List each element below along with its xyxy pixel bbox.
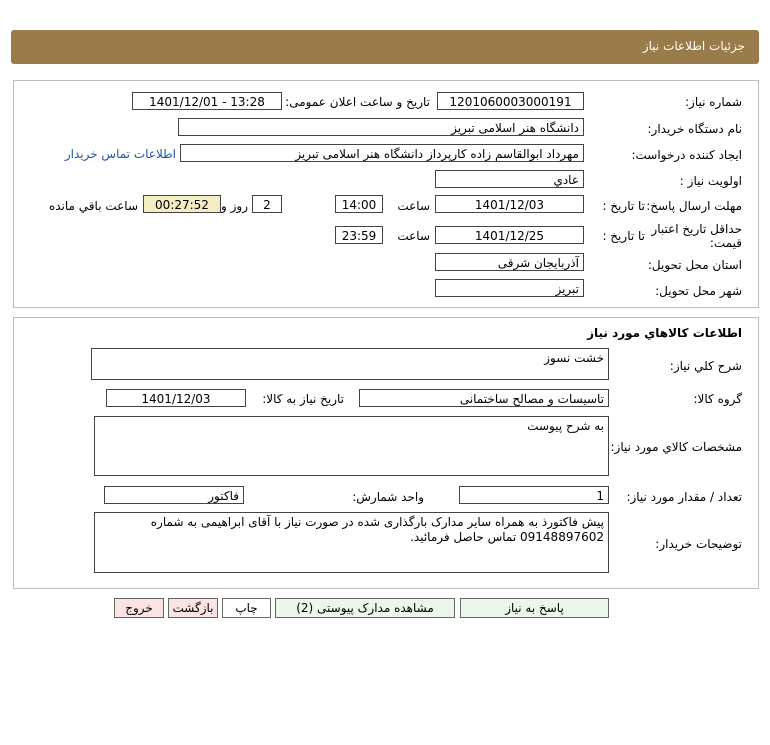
buyer-org-label: نام دستگاه خریدار: xyxy=(647,122,742,136)
need-date-label: تاریخ نیاز به کالا: xyxy=(262,392,344,406)
deadline-to-date-label: تا تاریخ : xyxy=(602,199,645,213)
specs-field: به شرح پیوست xyxy=(94,416,609,476)
validity-to-date-label: تا تاریخ : xyxy=(602,229,645,243)
need-number-field: 1201060003000191 xyxy=(437,92,584,110)
priority-label: اولویت نیاز : xyxy=(679,174,742,188)
buyer-contact-link[interactable]: اطلاعات تماس خریدار xyxy=(64,147,176,161)
deadline-date-field: 1401/12/03 xyxy=(435,195,584,213)
page-title: جزئیات اطلاعات نیاز xyxy=(642,39,745,53)
back-button[interactable]: بازگشت xyxy=(168,598,218,618)
province-field: آذربایجان شرقی xyxy=(435,253,584,271)
buyer-notes-field: پیش فاکتورذ به همراه سایر مدارک بارگذاری شده در صورت نیاز با آقای ابراهیمی به شماره 09148897602 تماس حاصل فرمائید. xyxy=(94,512,609,573)
reply-button[interactable]: پاسخ به نیاز xyxy=(460,598,609,618)
buyer-notes-label: توضیحات خریدار: xyxy=(655,537,742,551)
province-label: استان محل تحویل: xyxy=(647,258,742,272)
specs-label: مشخصات کالاي مورد نياز: xyxy=(610,440,742,454)
remaining-time-field: 00:27:52 xyxy=(143,195,221,213)
need-number-label: شماره نیاز: xyxy=(685,95,742,109)
city-field: تبریز xyxy=(435,279,584,297)
deadline-label: مهلت ارسال پاسخ: xyxy=(646,199,742,213)
goods-group-field: تاسیسات و مصالح ساختمانی xyxy=(359,389,609,407)
need-date-field: 1401/12/03 xyxy=(106,389,246,407)
announce-label: تاریخ و ساعت اعلان عمومی: xyxy=(285,95,430,109)
city-label: شهر محل تحویل: xyxy=(655,284,742,298)
quantity-label: تعداد / مقدار مورد نياز: xyxy=(626,490,742,504)
creator-field: مهرداد ابوالقاسم زاده کارپرداز دانشگاه هنر اسلامی تبریز xyxy=(180,144,584,162)
validity-label-line2: قیمت: xyxy=(709,236,742,250)
days-label: روز و xyxy=(221,199,248,213)
buyer-org-field: دانشگاه هنر اسلامی تبریز xyxy=(178,118,584,136)
deadline-time-label: ساعت xyxy=(397,199,430,213)
description-field: خشت نسوز xyxy=(91,348,609,380)
deadline-time-field: 14:00 xyxy=(335,195,383,213)
priority-field: عادي xyxy=(435,170,584,188)
days-field: 2 xyxy=(252,195,282,213)
print-button[interactable]: چاپ xyxy=(222,598,271,618)
validity-time-field: 23:59 xyxy=(335,226,383,244)
goods-section-title: اطلاعات کالاهاي مورد نياز xyxy=(587,326,742,340)
exit-button[interactable]: خروج xyxy=(114,598,164,618)
announce-field: 1401/12/01 - 13:28 xyxy=(132,92,282,110)
validity-label-line1: حداقل تاریخ اعتبار xyxy=(651,222,742,236)
unit-label: واحد شمارش: xyxy=(352,490,424,504)
creator-label: ایجاد کننده درخواست: xyxy=(631,148,742,162)
unit-field: فاکتور xyxy=(104,486,244,504)
goods-group-label: گروه کالا: xyxy=(693,392,742,406)
view-attachments-button[interactable]: مشاهده مدارک پیوستی (2) xyxy=(275,598,455,618)
validity-time-label: ساعت xyxy=(397,229,430,243)
page-header xyxy=(11,30,759,64)
description-label: شرح کلي نياز: xyxy=(669,359,742,373)
validity-date-field: 1401/12/25 xyxy=(435,226,584,244)
need-details-panel xyxy=(13,80,759,308)
quantity-field: 1 xyxy=(459,486,609,504)
remaining-time-label: ساعت باقي مانده xyxy=(48,199,138,213)
